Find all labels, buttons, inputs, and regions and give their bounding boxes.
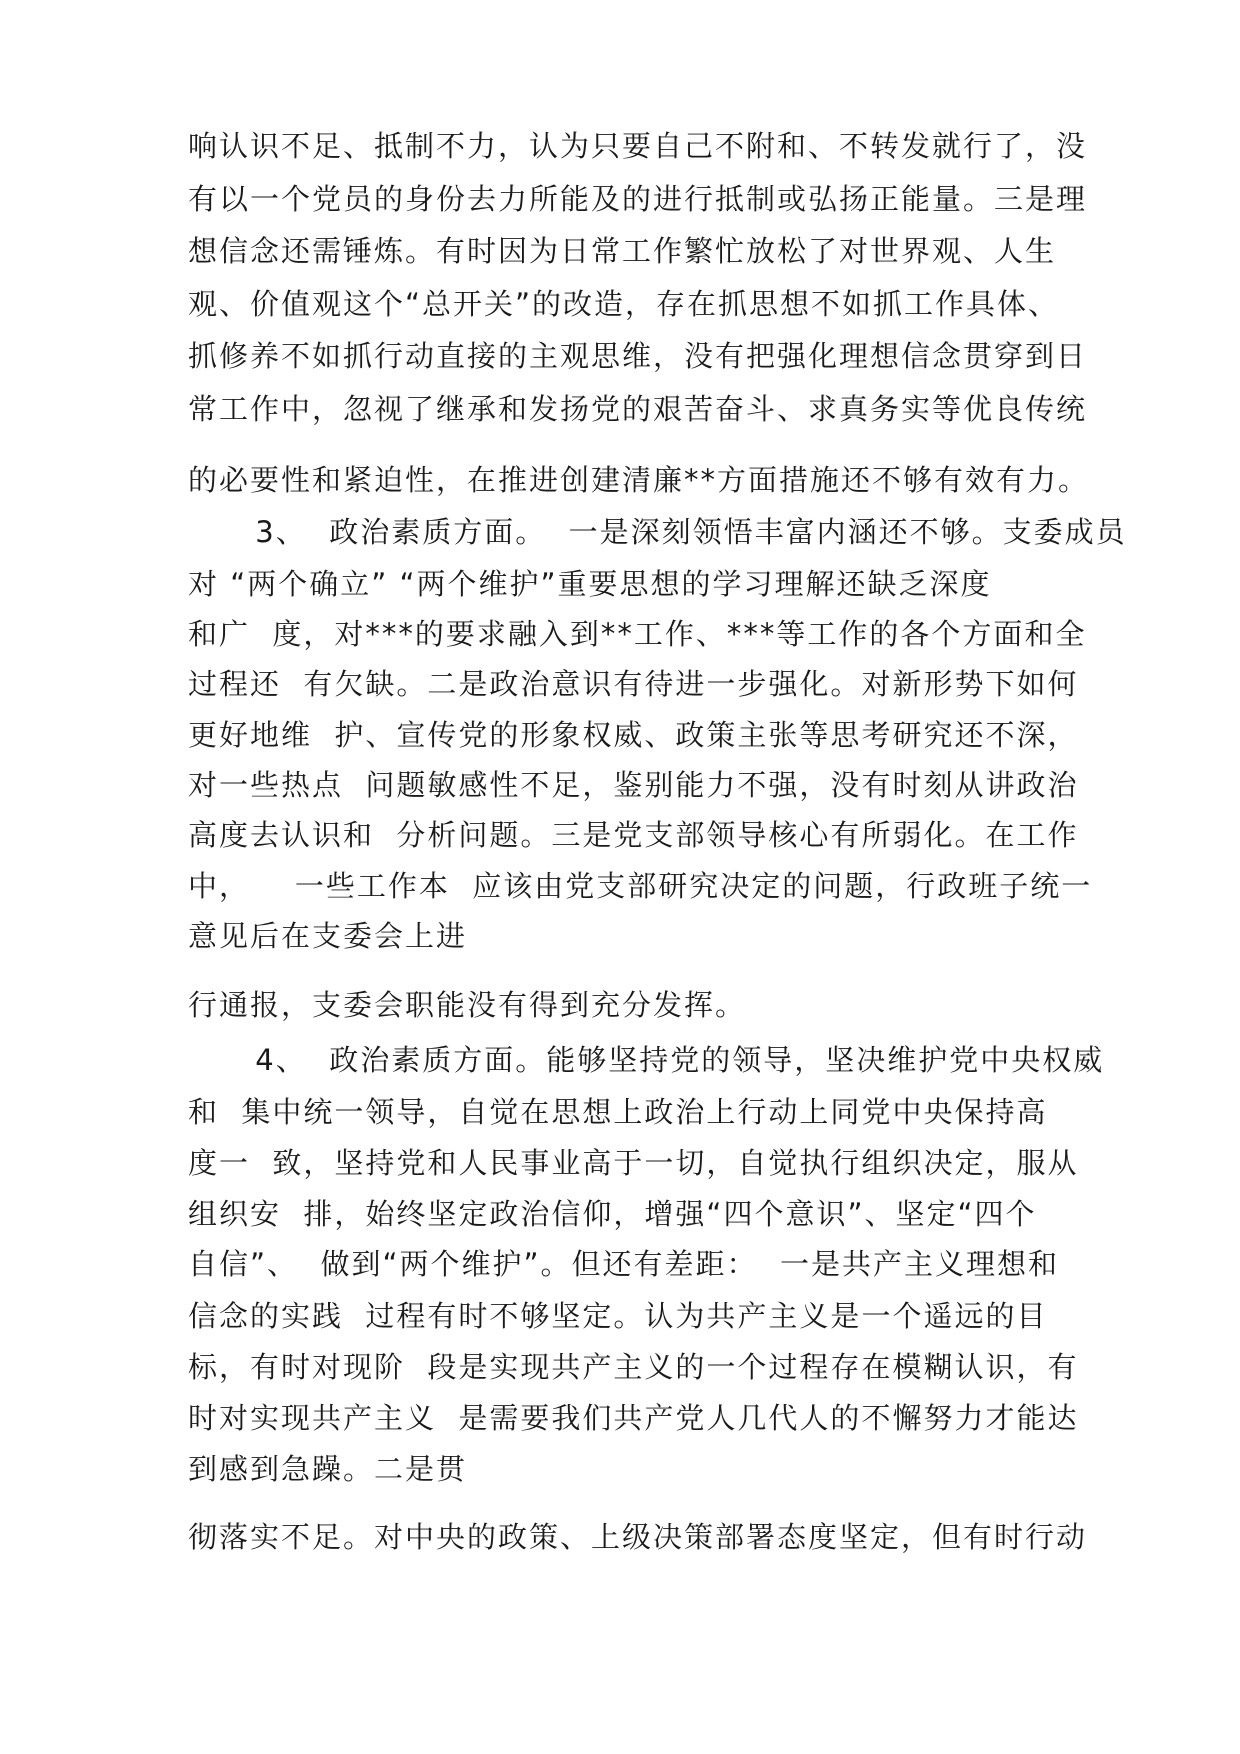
text-line: 常工作中，忽视了继承和发扬党的艰苦奋斗、求真务实等优良传统 bbox=[188, 392, 1088, 426]
section-4-heading-line: 4、 政治素质方面。能够坚持党的领导，坚决维护党中央权威 bbox=[188, 1043, 1105, 1077]
text-line: 的必要性和紧迫性，在推进创建清廉**方面措施还不够有效有力。 bbox=[188, 463, 1090, 497]
text-line: 抓修养不如抓行动直接的主观思维，没有把强化理想信念贯穿到日 bbox=[188, 339, 1088, 373]
text-line: 行通报，支委会职能没有得到充分发挥。 bbox=[188, 988, 747, 1022]
text-line: 组织安 排，始终坚定政治信仰，增强“四个意识”、坚定“四个 bbox=[188, 1197, 1037, 1231]
text-line: 和广 度，对***的要求融入到**工作、***等工作的各个方面和全 bbox=[188, 617, 1087, 651]
text-line: 有以一个党员的身份去力所能及的进行抵制或弘扬正能量。三是理 bbox=[188, 182, 1088, 216]
text-line: 度一 致，坚持党和人民事业高于一切，自觉执行组织决定，服从 bbox=[188, 1146, 1079, 1180]
text-line: 意见后在支委会上进 bbox=[188, 919, 468, 953]
text-line: 过程还 有欠缺。二是政治意识有待进一步强化。对新形势下如何 bbox=[188, 667, 1079, 701]
text-line: 信念的实践 过程有时不够坚定。认为共产主义是一个遥远的目 bbox=[188, 1299, 1048, 1333]
text-line: 响认识不足、抵制不力，认为只要自己不附和、不转发就行了，没 bbox=[188, 129, 1088, 163]
text-line: 中， 一些工作本 应该由党支部研究决定的问题，行政班子统一 bbox=[188, 869, 1093, 903]
text-line: 时对实现共产主义 是需要我们共产党人几代人的不懈努力才能达 bbox=[188, 1401, 1079, 1435]
text-line: 到感到急躁。二是贯 bbox=[188, 1452, 468, 1486]
text-line: 对一些热点 问题敏感性不足，鉴别能力不强，没有时刻从讲政治 bbox=[188, 768, 1079, 802]
text-line: 想信念还需锤炼。有时因为日常工作繁忙放松了对世界观、人生 bbox=[188, 234, 1057, 268]
text-line: 标，有时对现阶 段是实现共产主义的一个过程存在模糊认识，有 bbox=[188, 1350, 1079, 1384]
section-3-heading-line: 3、 政治素质方面。 一是深刻领悟丰富内涵还不够。支委成员 bbox=[188, 515, 1127, 549]
text-line: 对 “两个确立” “两个维护”重要思想的学习理解还缺乏深度 bbox=[188, 567, 992, 601]
text-line: 自信”、 做到“两个维护”。但还有差距： 一是共产主义理想和 bbox=[188, 1247, 1059, 1281]
text-line: 高度去认识和 分析问题。三是党支部领导核心有所弱化。在工作 bbox=[188, 818, 1079, 852]
text-line: 更好地维 护、宣传党的形象权威、政策主张等思考研究还不深， bbox=[188, 718, 1079, 752]
text-line: 和 集中统一领导，自觉在思想上政治上行动上同党中央保持高 bbox=[188, 1095, 1048, 1129]
text-line: 观、价值观这个“总开关”的改造，存在抓思想不如抓工作具体、 bbox=[188, 287, 1060, 321]
text-line: 彻落实不足。对中央的政策、上级决策部署态度坚定，但有时行动 bbox=[188, 1520, 1088, 1554]
